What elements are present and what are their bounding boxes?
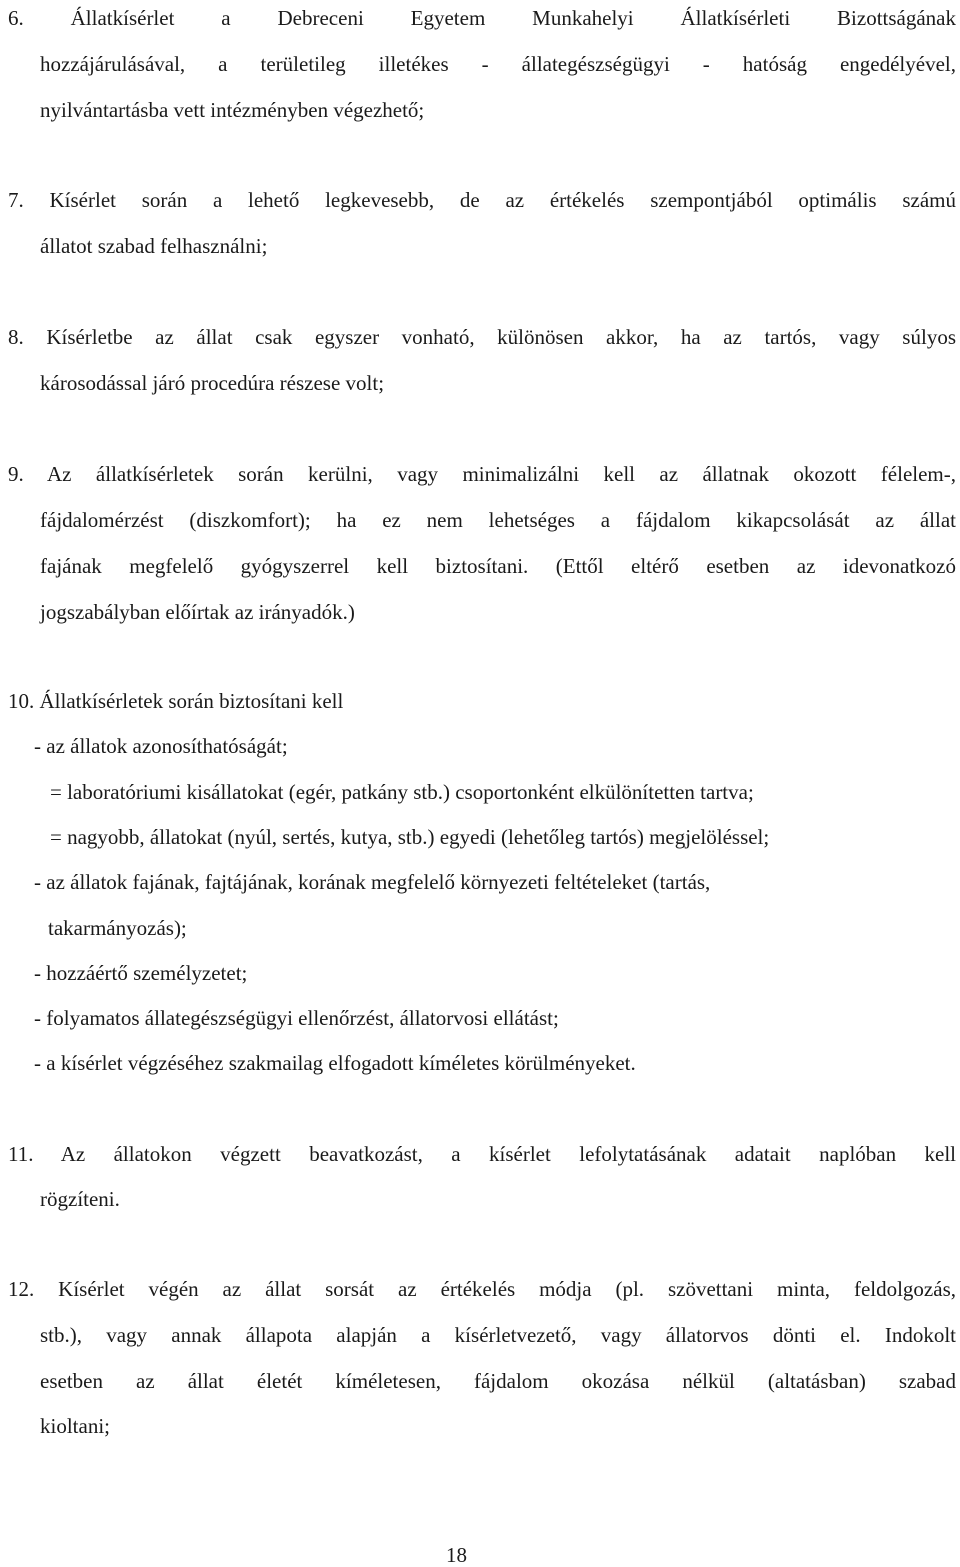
- text-line: = laboratóriumi kisállatokat (egér, patkány stb.) csoportonként elkülönítetten tartva;: [50, 780, 754, 804]
- text-line: rögzíteni.: [40, 1187, 120, 1211]
- text-line: 11. Az állatokon végzett beavatkozást, a kísérlet lefolytatásának adatait naplóban kell: [8, 1142, 956, 1166]
- text-line: nyilvántartásba vett intézményben végezhető;: [40, 98, 425, 122]
- text-line: 6. Állatkísérlet a Debreceni Egyetem Munkahelyi Állatkísérleti Bizottságának: [8, 6, 956, 30]
- text-line: - a kísérlet végzéséhez szakmailag elfogadott kíméletes körülményeket.: [34, 1051, 636, 1075]
- text-line: - hozzáértő személyzetet;: [34, 961, 248, 985]
- text-line: állatot szabad felhasználni;: [40, 234, 268, 258]
- text-line: stb.), vagy annak állapota alapján a kísérletvezető, vagy állatorvos dönti el. Indokolt: [40, 1323, 956, 1347]
- text-line: károsodással járó procedúra részese volt;: [40, 371, 385, 395]
- text-line: 7. Kísérlet során a lehető legkevesebb, de az értékelés szempontjából optimális számú: [8, 188, 956, 212]
- text-line: 12. Kísérlet végén az állat sorsát az értékelés módja (pl. szövettani minta, feldolgozás,: [8, 1277, 956, 1301]
- text-line: hozzájárulásával, a területileg illetékes - állategészségügyi - hatóság engedélyével,: [40, 52, 956, 76]
- text-line: = nagyobb, állatokat (nyúl, sertés, kutya, stb.) egyedi (lehetőleg tartós) megjelöléssel;: [50, 825, 770, 849]
- page-number: 18: [446, 1543, 467, 1567]
- text-line: - az állatok fajának, fajtájának, korának megfelelő környezeti feltételeket (tartás,: [34, 870, 711, 894]
- text-line: - az állatok azonosíthatóságát;: [34, 734, 288, 758]
- text-line: kioltani;: [40, 1414, 110, 1438]
- text-line: 8. Kísérletbe az állat csak egyszer vonható, különösen akkor, ha az tartós, vagy súlyos: [8, 325, 956, 349]
- text-line: fajának megfelelő gyógyszerrel kell biztosítani. (Ettől eltérő esetben az idevonatkozó: [40, 554, 956, 578]
- text-line: esetben az állat életét kíméletesen, fájdalom okozása nélkül (altatásban) szabad: [40, 1369, 956, 1393]
- text-line: jogszabályban előírtak az irányadók.): [40, 600, 355, 624]
- text-line: takarmányozás);: [48, 916, 187, 940]
- text-line: 10. Állatkísérletek során biztosítani kell: [8, 689, 344, 713]
- text-line: - folyamatos állategészségügyi ellenőrzést, állatorvosi ellátást;: [34, 1006, 559, 1030]
- text-line: fájdalomérzést (diszkomfort); ha ez nem lehetséges a fájdalom kikapcsolását az állat: [40, 508, 956, 532]
- text-line: 9. Az állatkísérletek során kerülni, vagy minimalizálni kell az állatnak okozott félelem-,: [8, 462, 956, 486]
